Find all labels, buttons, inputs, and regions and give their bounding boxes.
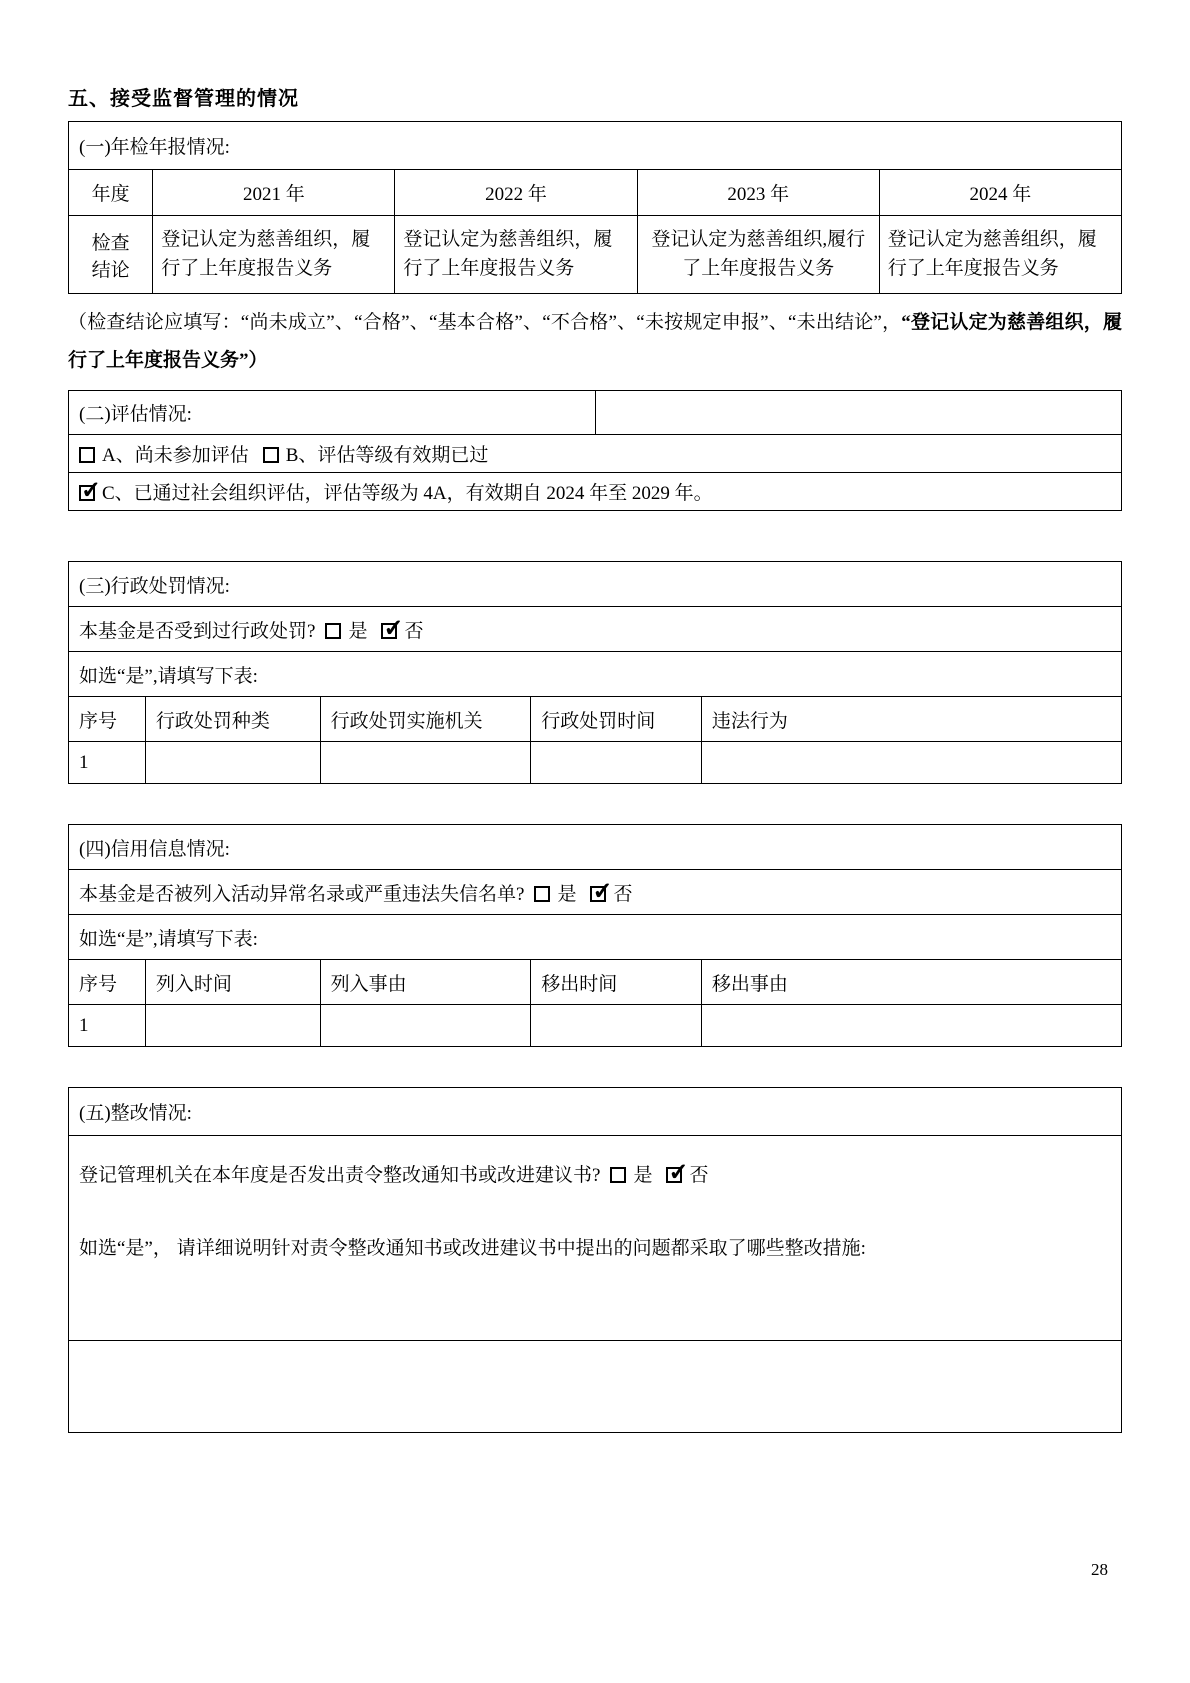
option-b-checkbox[interactable] [263,447,279,463]
table-row [69,473,1122,511]
table-row [69,1088,1122,1136]
table-row [69,870,1122,915]
table-row [69,697,1122,742]
credit-hint: 如选“是”,请填写下表: [69,915,1122,960]
credit-title: (四)信用信息情况: [69,825,1122,870]
rectification-question-cell [69,1136,1122,1341]
table-row [69,825,1122,870]
table-row [69,1341,1122,1433]
conclusion-label-line1: 检查 [91,232,130,254]
table-row [69,915,1122,960]
rectification-yes-label: 是 [633,1165,653,1186]
empty-cell [320,1005,531,1047]
credit-yes-label: 是 [557,883,577,905]
column-header: 行政处罚时间 [531,697,702,742]
penalty-table [68,561,1122,784]
penalty-yes-label: 是 [348,620,368,642]
penalty-question-cell [69,607,1122,652]
page-number: 28 [1091,1560,1108,1579]
table-row [69,435,1122,473]
year-cell: 2022 年 [395,170,637,216]
evaluation-title-empty-cell [595,391,1122,435]
credit-question: 本基金是否被列入活动异常名录或严重违法失信名单? [79,883,525,905]
empty-cell [701,742,1121,784]
table-row [69,216,1122,294]
column-header: 列入时间 [145,960,320,1005]
penalty-yes-checkbox[interactable] [325,623,341,639]
table-row [69,1136,1122,1341]
column-header: 序号 [69,960,146,1005]
rectification-question: 登记管理机关在本年度是否发出责令整改通知书或改进建议书? [79,1165,601,1186]
penalty-no-checkbox-checked[interactable] [381,623,397,639]
column-header: 行政处罚实施机关 [320,697,531,742]
option-a-checkbox[interactable] [79,447,95,463]
option-a-label: A、尚未参加评估 [102,445,249,466]
credit-question-cell [69,870,1122,915]
empty-cell [701,1005,1121,1047]
conclusion-note [68,304,1122,380]
penalty-hint: 如选“是”,请填写下表: [69,652,1122,697]
table-row [69,742,1122,784]
table-row [69,652,1122,697]
year-cell: 2024 年 [879,170,1121,216]
option-c-checkbox-checked[interactable] [79,485,95,501]
table-row [69,562,1122,607]
annual-report-table [68,121,1122,294]
evaluation-option-c-cell [69,473,1122,511]
credit-no-checkbox-checked[interactable] [590,886,606,902]
column-header: 移出时间 [531,960,702,1005]
column-header: 违法行为 [701,697,1121,742]
penalty-no-label: 否 [404,620,424,642]
credit-table [68,824,1122,1047]
evaluation-title: (二)评估情况: [69,391,596,435]
penalty-question: 本基金是否受到过行政处罚? [79,620,316,642]
rectification-yes-checkbox[interactable] [610,1167,626,1183]
rectification-title: (五)整改情况: [69,1088,1122,1136]
empty-cell [145,1005,320,1047]
table-row [69,122,1122,170]
conclusion-label-cell [69,216,153,294]
rectification-question-line [79,1160,1111,1187]
note-normal-text: （检查结论应填写：“尚未成立”、“合格”、“基本合格”、“不合格”、“未按规定申报”、“未出结论”， [68,312,902,333]
year-label-cell: 年度 [69,170,153,216]
table-row [69,1005,1122,1047]
table-row [69,607,1122,652]
conclusion-cell: 登记认定为慈善组织，履行了上年度报告义务 [879,216,1121,294]
conclusion-cell: 登记认定为慈善组织,履行了上年度报告义务 [637,216,879,294]
row-index-cell: 1 [69,742,146,784]
evaluation-table [68,390,1122,511]
empty-cell [531,742,702,784]
empty-cell [145,742,320,784]
table-row [69,391,1122,435]
column-header: 列入事由 [320,960,531,1005]
empty-cell [320,742,531,784]
empty-cell [531,1005,702,1047]
credit-no-label: 否 [613,883,633,905]
note-bold-text: “登记认定为慈善组织，履行了上年度报告义务”） [68,312,1122,371]
column-header: 序号 [69,697,146,742]
conclusion-cell: 登记认定为慈善组织，履行了上年度报告义务 [153,216,395,294]
table-row [69,960,1122,1005]
table-row [69,170,1122,216]
column-header: 行政处罚种类 [145,697,320,742]
rectification-table [68,1087,1122,1433]
option-b-label: B、评估等级有效期已过 [285,445,489,466]
row-index-cell: 1 [69,1005,146,1047]
credit-yes-checkbox[interactable] [534,886,550,902]
rectification-no-label: 否 [689,1165,709,1186]
annual-report-title: (一)年检年报情况: [69,122,1122,170]
year-cell: 2021 年 [153,170,395,216]
rectification-no-checkbox-checked[interactable] [666,1167,682,1183]
column-header: 移出事由 [701,960,1121,1005]
year-cell: 2023 年 [637,170,879,216]
rectification-hint: 如选“是”， 请详细说明针对责令整改通知书或改进建议书中提出的问题都采取了哪些整改措施: [79,1238,866,1259]
evaluation-options-ab-cell [69,435,1122,473]
conclusion-cell: 登记认定为慈善组织，履行了上年度报告义务 [395,216,637,294]
option-c-label: C、已通过社会组织评估，评估等级为 4A，有效期自 2024 年至 2029 年。 [102,483,713,504]
rectification-answer-cell [69,1341,1122,1433]
conclusion-label-line2: 结论 [91,259,130,281]
page-title: 五、接受监督管理的情况 [68,88,299,110]
penalty-title: (三)行政处罚情况: [69,562,1122,607]
